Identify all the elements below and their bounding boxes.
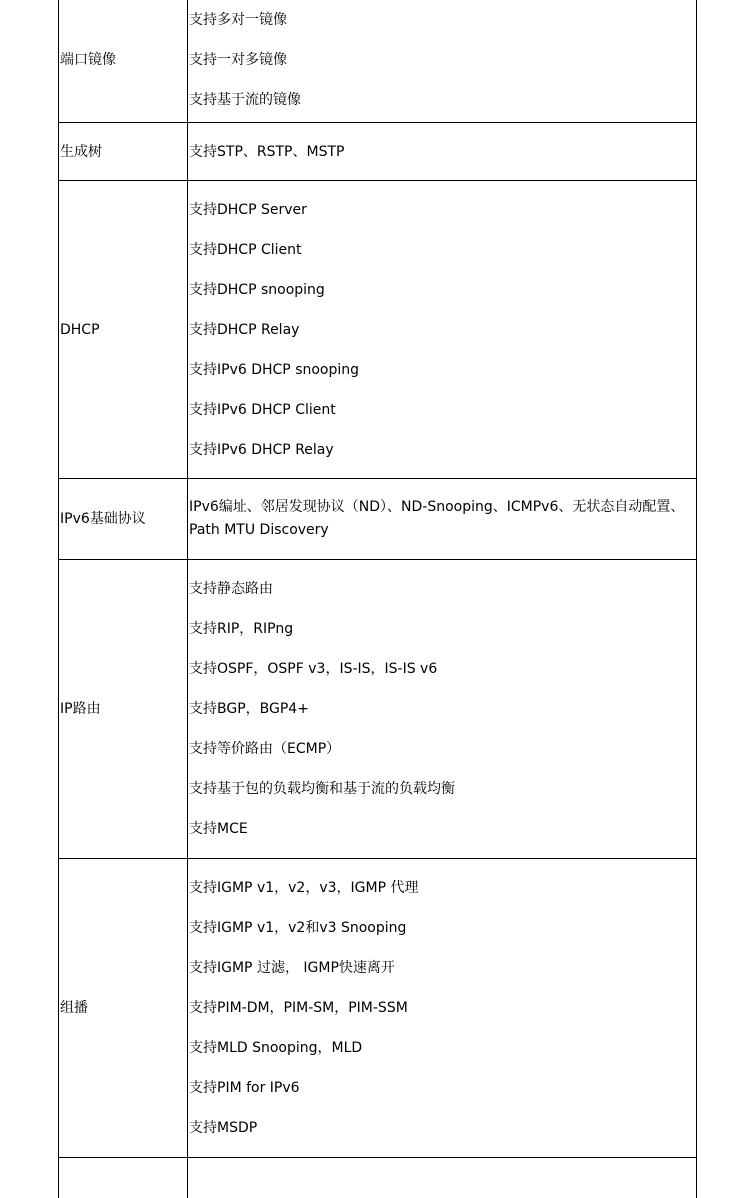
table-row bbox=[59, 859, 696, 1158]
feature-item: 支持IGMP v1，v2和v3 Snooping bbox=[189, 920, 407, 936]
row-label bbox=[59, 1158, 188, 1198]
row-label: IPv6基础协议 bbox=[59, 479, 188, 559]
feature-item: 支持IGMP v1，v2，v3，IGMP 代理 bbox=[189, 880, 419, 896]
feature-item: 支持PIM for IPv6 bbox=[189, 1080, 300, 1096]
feature-item: 支持基于包的负载均衡和基于流的负载均衡 bbox=[189, 781, 455, 797]
feature-item: 支持DHCP Client bbox=[189, 241, 302, 258]
feature-item: 支持STP、RSTP、MSTP bbox=[189, 143, 345, 160]
table-row bbox=[59, 181, 696, 479]
row-label: DHCP bbox=[59, 181, 188, 478]
feature-item: 支持DHCP Relay bbox=[189, 321, 300, 338]
table-row bbox=[59, 123, 696, 181]
feature-item: 支持IPv6 DHCP Client bbox=[189, 401, 336, 418]
feature-paragraph: IPv6编址、邻居发现协议（ND）、ND-Snooping、ICMPv6、无状态自动配置、Path MTU Discovery bbox=[189, 499, 685, 538]
feature-item: 支持OSPF，OSPF v3，IS-IS，IS-IS v6 bbox=[189, 661, 438, 677]
feature-item: 支持等价路由（ECMP） bbox=[189, 741, 341, 757]
table-row bbox=[59, 560, 696, 859]
row-content bbox=[188, 859, 696, 1157]
row-content bbox=[188, 0, 696, 122]
row-content bbox=[188, 1158, 696, 1198]
row-label: 生成树 bbox=[59, 123, 188, 180]
feature-item: 支持IPv6 DHCP snooping bbox=[189, 361, 360, 378]
feature-item: 支持一对多镜像 bbox=[189, 52, 287, 68]
feature-item: 支持PIM-DM，PIM-SM，PIM-SSM bbox=[189, 1000, 408, 1016]
feature-item: 支持多对一镜像 bbox=[189, 12, 287, 28]
row-label: 组播 bbox=[59, 859, 188, 1157]
feature-item: 支持IGMP 过滤， IGMP快速离开 bbox=[189, 960, 395, 976]
table-row bbox=[59, 479, 696, 560]
table-row bbox=[59, 0, 696, 123]
feature-item: 支持DHCP Server bbox=[189, 201, 307, 218]
feature-item: 支持MSDP bbox=[189, 1120, 258, 1136]
feature-item: 支持IPv6 DHCP Relay bbox=[189, 441, 334, 458]
spec-table bbox=[58, 0, 697, 1198]
feature-item: 支持MLD Snooping，MLD bbox=[189, 1040, 363, 1056]
row-content bbox=[188, 560, 696, 858]
row-content bbox=[188, 181, 696, 478]
feature-item: 支持RIP，RIPng bbox=[189, 621, 294, 637]
row-content bbox=[188, 479, 696, 559]
row-label: IP路由 bbox=[59, 560, 188, 858]
feature-item: 支持DHCP snooping bbox=[189, 281, 325, 298]
row-label: 端口镜像 bbox=[59, 0, 188, 122]
table-row bbox=[59, 1158, 696, 1198]
feature-item: 支持静态路由 bbox=[189, 581, 273, 597]
row-content bbox=[188, 123, 696, 180]
feature-item: 支持MCE bbox=[189, 821, 248, 837]
feature-item: 支持基于流的镜像 bbox=[189, 92, 301, 108]
feature-item: 支持BGP，BGP4+ bbox=[189, 701, 309, 717]
